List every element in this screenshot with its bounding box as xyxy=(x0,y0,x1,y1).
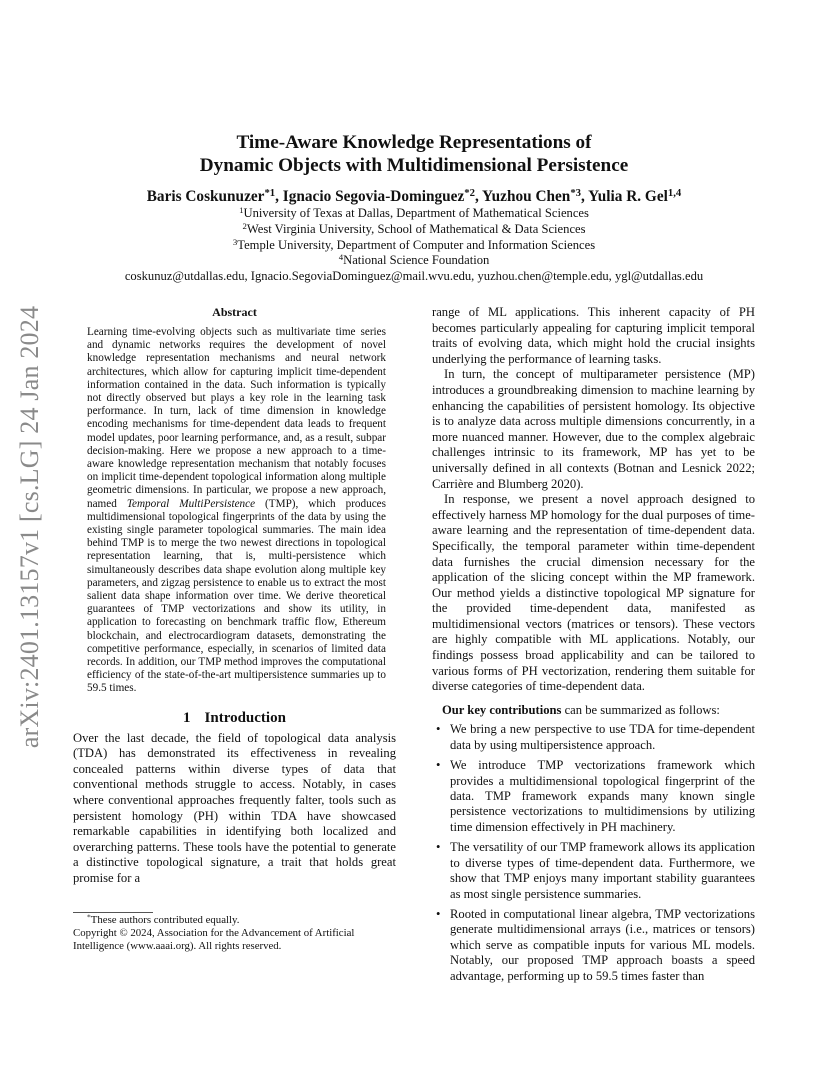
affiliation-marker: 1 xyxy=(239,205,244,216)
affiliation-text: University of Texas at Dallas, Department of Mathematical Sciences xyxy=(243,206,589,220)
abstract-heading: Abstract xyxy=(212,305,257,319)
author-name: Yuzhou Chen xyxy=(482,188,571,205)
author-name: Baris Coskunuzer xyxy=(146,188,265,205)
section-heading xyxy=(73,710,396,727)
bullet-icon: • xyxy=(436,758,441,773)
affiliation xyxy=(0,253,828,269)
body-paragraph: In turn, the concept of multiparameter persistence (MP) introduces a groundbreaking dimension to machine learning by enhancing the capabilities of persistent homology. Its objective is to analyze data across multiple dimensions concurrently, in a more nuanced manner. However, due to the complex algebraic challenges intrinsic to its framework, MP has yet to be universally defined in all contexts (Botnan and Lesnick 2022; Carrière and Blumberg 2020). xyxy=(432,367,755,491)
list-item xyxy=(432,907,755,984)
footnote-rule xyxy=(73,912,153,913)
author-list: Baris Coskunuzer$^{*1}$, Ignacio Segovia-Dominguez$^{*2}$, Yuzhou Chen$^{*3}$, Yulia R. Gel$^{1,4}$ xyxy=(146,187,682,205)
contributions-list xyxy=(432,722,755,984)
footnotes xyxy=(73,914,396,954)
list-item xyxy=(432,722,755,753)
list-item-text: We bring a new perspective to use TDA for time-dependent data by using multipersistence approach. xyxy=(450,722,755,752)
author-marker: *1 xyxy=(264,187,276,200)
abstract-emphasis: Temporal MultiPersistence xyxy=(126,497,256,510)
bullet-icon: • xyxy=(436,840,441,855)
section-title: Introduction xyxy=(204,709,286,726)
left-column xyxy=(73,305,396,887)
author-marker: *3 xyxy=(570,187,582,200)
author-emails: coskunuz@utdallas.edu, Ignacio.SegoviaDominguez@mail.wvu.edu, yuzhou.chen@temple.edu, ygl@utdallas.edu xyxy=(124,269,704,284)
arxiv-stamp xyxy=(12,292,48,762)
affiliation-text: Temple University, Department of Computer and Information Sciences xyxy=(237,237,596,252)
author-marker: *2 xyxy=(464,187,475,200)
abstract-text: Learning time-evolving objects such as multivariate time series and dynamic networks requires the development of novel knowledge representation mechanisms and neural network architectures, which allow for capturing implicit time-dependent information contained in the data. Such information is typically not directly observed but plays a key role in the learning task performance. In turn, lack of time dimension in knowledge encoding mechanisms for time-dependent data leads to frequent model updates, poor learning performance, and, as a result, subpar decision-making. Here we propose a new approach to a time-aware knowledge representation mechanism that notably focuses on implicit time-dependent topological information along multiple geometric dimensions. In particular, we propose a new approach, named xyxy=(87,326,386,510)
affiliation-text: National Science Foundation xyxy=(343,253,490,268)
contributions-text: can be summarized as follows: xyxy=(561,702,720,717)
affiliation xyxy=(0,222,828,238)
affiliation-marker: 4 xyxy=(338,252,344,263)
affiliations xyxy=(0,206,828,285)
contributions-lead xyxy=(442,703,755,719)
bullet-icon: • xyxy=(436,722,441,737)
affiliation xyxy=(0,238,828,254)
list-item xyxy=(432,840,755,902)
right-column xyxy=(432,305,755,989)
body-paragraph: range of ML applications. This inherent capacity of PH becomes particularly appealing for capturing implicit temporal traits of evolving data, which might hold the crucial insights underlying the performance of learning tasks. xyxy=(432,305,755,366)
footnote-text: These authors contributed equally. xyxy=(90,914,240,926)
list-item-text: We introduce TMP vectorizations framework which provides a multidimensional topological fingerprint of the data. TMP framework expands many known single persistence vectorizations to multidimensions by utilizing time dimension effectively in PH machinery. xyxy=(450,758,755,834)
author-name: Yulia R. Gel xyxy=(588,188,668,205)
title-line-2: Dynamic Objects with Multidimensional Persistence xyxy=(199,155,629,176)
affiliation xyxy=(0,206,828,222)
paper-title xyxy=(0,131,828,177)
intro-paragraph: Over the last decade, the field of topological data analysis (TDA) has demonstrated its effectiveness in revealing concealed patterns within diverse types of data that conventional methods struggle to access. Notably, in cases where conventional approaches frequently falter, tools such as persistent homology (PH) within TDA have showcased remarkable capabilities in identifying both localized and overarching patterns. These tools have the potential to generate a distinctive topological signature, a trait that holds great promise for a xyxy=(73,730,396,886)
author-marker: 1,4 xyxy=(667,187,682,200)
list-item-text: Rooted in computational linear algebra, TMP vectorizations generate multidimensional arrays (i.e., matrices or tensors) which serve as compatible inputs for various ML models. Notably, our proposed TMP approach boasts a speed advantage, performing up to 59.5 times faster than xyxy=(450,906,755,983)
contributions-bold: Our key contributions xyxy=(442,702,562,717)
affiliation-text: West Virginia University, School of Mathematical & Data Sciences xyxy=(246,221,586,236)
title-line-1: Time-Aware Knowledge Representations of xyxy=(236,132,592,153)
body-paragraph: In response, we present a novel approach designed to effectively harness MP homology for the dual purposes of time-aware learning and the representation of time-dependent data. Specifically, the temporal parameter within time-dependent data furnishes the crucial dimension necessary for the application of the slicing concept within the MP framework. Our method yields a distinctive topological MP signature for the provided time-dependent data, manifested as multidimensional vectors (matrices or tensors). These vectors are highly compatible with ML applications. Notably, our findings possess broad applicability and can be tailored to various forms of PH vectorization, rendering them suitable for diverse categories of time-dependent data. xyxy=(432,492,755,694)
arxiv-stamp-text: arXiv:2401.13157v1 [cs.LG] 24 Jan 2024 xyxy=(15,305,44,749)
footnote-contrib xyxy=(73,914,396,927)
list-item-text: The versatility of our TMP framework allows its application to diverse types of time-dependent data. Furthermore, we show that TMP enjoys many important stability guarantees as most single persistence summaries. xyxy=(450,840,755,901)
affiliation-marker: 3 xyxy=(232,236,238,247)
abstract-text: (TMP), which produces multidimensional topological fingerprints of the data by using the existing single parameter topological summaries. The main idea behind TMP is to merge the two newest directions in topological representation learning, that is, multi-persistence which simultaneously describes data shape evolution along multiple key parameters, and zigzag persistence to enable us to extract the most salient data shape information over time. We derive theoretical guarantees of TMP vectorizations and show its utility, in application to forecasting on benchmark traffic flow, Ethereum blockchain, and electrocardiogram datasets, demonstrating the competitive performance, especially, in scenarios of limited data records. In addition, our TMP method improves the computational efficiency of the state-of-the-art multipersistence summaries up to 59.5 times. xyxy=(87,497,386,695)
section-number: 1 xyxy=(183,709,191,726)
abstract-body xyxy=(73,326,396,696)
bullet-icon: • xyxy=(436,906,441,921)
affiliation-marker: 2 xyxy=(242,220,247,231)
footnote-marker: * xyxy=(87,912,91,922)
copyright-notice: Copyright © 2024, Association for the Advancement of Artificial Intelligence (www.aaai.org). All rights reserved. xyxy=(73,927,355,953)
author-name: Ignacio Segovia-Dominguez xyxy=(282,188,465,205)
list-item xyxy=(432,758,755,835)
